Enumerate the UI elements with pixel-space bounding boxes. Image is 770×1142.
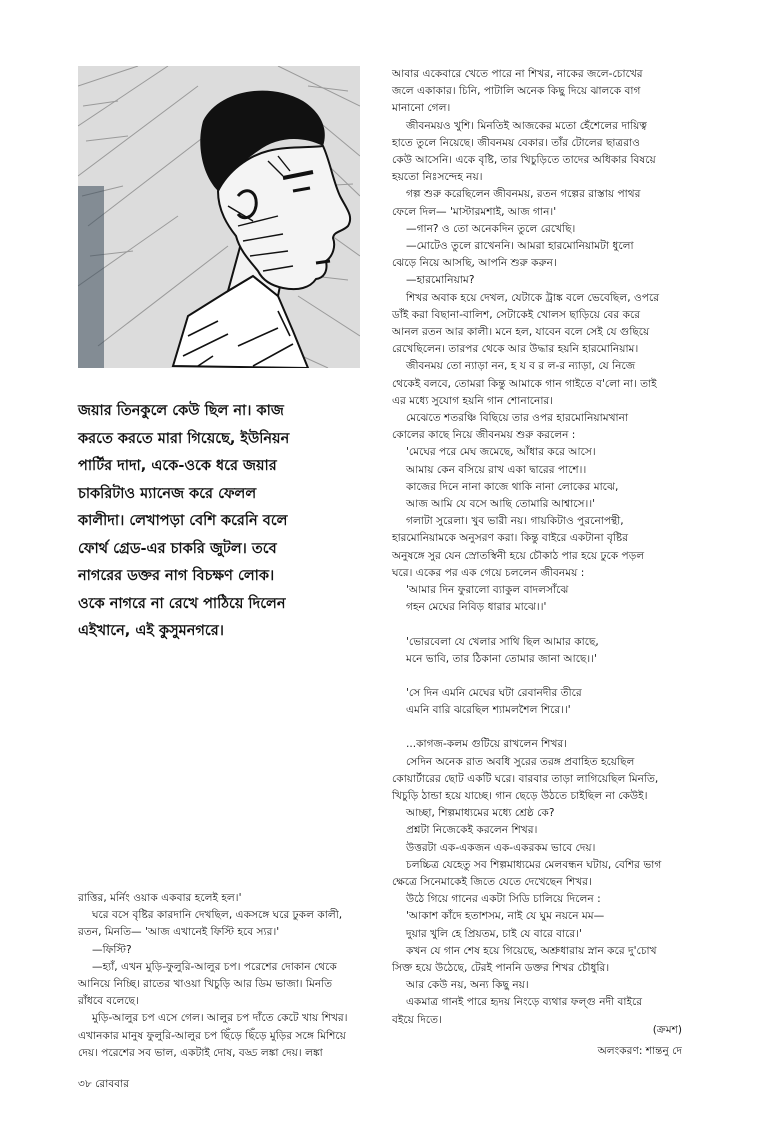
text-line: মানানো গেল। [392, 102, 451, 115]
text-line: চলচ্চিত্র যেহেতু সব শিল্পমাধ্যমের মেলবন্ধন ঘটায়, বেশির ভাগ [406, 858, 662, 871]
text-line: দেয়। পরেশের সব ভাল, একটাই দোষ, বড্ড লঙ্কা দেয়। লঙ্কা [78, 1046, 323, 1059]
text-line: জলে একাকার। চিনি, পাটালি অনেক কিছু দিয়ে ঝালকে বাগ [392, 85, 641, 98]
song-line: 'আকাশ কাঁদে হতাশসম, নাই যে ঘুম নয়নে মম— [406, 910, 605, 923]
text-line: রতন, মিনতি— 'আজ এখানেই ফিস্টি হবে স্যর।' [78, 926, 280, 939]
left-text-column [78, 890, 374, 1062]
text-line: —হারমোনিয়াম? [406, 274, 475, 287]
pull-quote-line: এইখানে, এই কুসুমনগরে। [78, 623, 224, 639]
text-line: উঠে গিয়ে গানের একটা সিডি চালিয়ে দিলেন : [406, 893, 601, 906]
song-line: মনে ভাবি, তার ঠিকানা তোমার জানা আছে।।' [406, 652, 597, 665]
right-text-column [392, 66, 692, 1029]
text-line: খিচুড়ি ঠান্ডা হয়ে যাচ্ছে। গান ছেড়ে উঠতে চাইছিল না কেউই। [392, 789, 648, 802]
text-line: ফেলে দিল— 'মাস্টারমশাই, আজ গান।' [392, 205, 557, 218]
text-line: প্রশ্নটা নিজেকেই করলেন শিখর। [406, 824, 538, 837]
text-line: রাঁধবে বলেছে। [78, 995, 139, 1008]
text-line: মেঝেতে শতরঞ্চি বিছিয়ে তার ওপর হারমোনিয়ামখানা [406, 412, 629, 425]
text-line: হয়তো নিঃসন্দেহ নয়। [392, 171, 483, 184]
text-line: গলাটা সুরেলা। খুব ভারী নয়। গায়কিটাও পুরনোপন্থী, [406, 515, 624, 528]
text-line: উত্তরটা এক-একজন এক-একরকম ভাবে দেয়। [406, 841, 596, 854]
pull-quote-line: করতে করতে মারা গিয়েছে, ইউনিয়ন [78, 430, 290, 447]
text-line: থেকেই বলবে, তোমরা কিন্তু আমাকে গান গাইতে ব'লো না। তাই [392, 377, 657, 390]
song-line: গহন মেঘের নিবিড় ধারার মাঝে।।' [406, 601, 547, 614]
song-line: 'আমার দিন ফুরালো ব্যাকুল বাদলসাঁঝে [406, 584, 569, 597]
text-line: —ফিস্টি? [92, 943, 132, 956]
pull-quote [78, 398, 370, 646]
man-profile-illustration [78, 66, 360, 368]
text-line: রেখেছিলেন। তারপর থেকে আর উদ্ধার হয়নি হারমোনিয়াম। [392, 343, 639, 356]
text-line: হাতে তুলে নিয়েছে। জীবনময় বেকার। তাঁর টোলের ছাত্ররাও [392, 136, 640, 149]
continued-marker: (ক্রমশ) [652, 1024, 682, 1036]
text-line: সিক্ত হয়ে উঠেছে, টেরই পাননি ডক্তর শিখর চৌধুরি। [392, 961, 610, 974]
page-folio: ৩৮ রোববার [78, 1078, 130, 1090]
song-line: কাজের দিনে নানা কাজে থাকি নানা লোকের মাঝে, [406, 480, 619, 493]
text-line: জীবনময় তো ন্যাড়া নন, হ য ব র ল-র ন্যাড়া, যে নিজে [406, 360, 636, 373]
text-line: আচ্ছা, শিল্পমাধ্যমের মধ্যে শ্রেষ্ঠ কে? [406, 807, 555, 820]
song-line: 'সে দিন এমনি মেঘের ঘটা রেবানদীর তীরে [406, 686, 582, 699]
song-line: 'মেঘের পরে মেঘ জমেছে, আঁধার করে আসে। [406, 446, 596, 459]
text-line: ঘরে। একের পর এক গেয়ে চললেন জীবনময় : [392, 566, 585, 579]
text-line: আবার একেবারে খেতে পারে না শিখর, নাকের জলে-চোখের [392, 68, 643, 80]
text-line: শিখর অবাক হয়ে দেখল, যেটাকে ট্রাঙ্ক বলে ভেবেছিল, ওপরে [406, 291, 660, 304]
text-line: ডাঁই করা বিছানা-বালিশ, সেটাকেই খোলস ছাড়িয়ে বের করে [392, 308, 641, 321]
pull-quote-line: চাকরিটাও ম্যানেজ করে ফেলল [78, 485, 257, 502]
text-line: হারমোনিয়ামকে অনুসরণ করা। কিন্তু বাইরে একটানা বৃষ্টির [392, 532, 629, 545]
text-line: আর কেউ নয়, অন্য কিছু নয়। [406, 979, 529, 992]
text-line: অনুষঙ্গে সুর যেন স্রোতস্বিনী হয়ে চৌকাঠ পার হয়ে ঢুকে পড়ল [392, 549, 645, 562]
text-line: কখন যে গান শেষ হয়ে গিয়েছে, অশ্রুধারায় স্নান করে দু'চোখ [406, 944, 657, 957]
text-line: রাত্তির, মর্নিং ওয়াক একবার হলেই হল।' [78, 892, 242, 904]
text-line: ঝেড়ে নিয়ে আসছি, আপনি শুরু করুন। [392, 257, 557, 270]
pull-quote-line: ওকে নাগরে না রেখে পাঠিয়ে দিলেন [78, 595, 286, 612]
text-line: —গান? ও তো অনেকদিন তুলে রেখেছি। [406, 222, 576, 235]
text-line: ...কাগজ-কলম গুটিয়ে রাখলেন শিখর। [406, 738, 568, 751]
song-line: আমায় কেন বসিয়ে রাখ একা দ্বারের পাশে।। [406, 463, 587, 476]
mouth [316, 261, 330, 263]
text-line: গল্প শুরু করেছিলেন জীবনময়, রতন গল্পের রাস্তায় পাথর [406, 188, 641, 201]
text-line: কোলের কাছে নিয়ে জীবনময় শুরু করলেন : [392, 429, 576, 442]
text-line: জীবনময়ও খুশি। মিনতিই আজকের মতো হেঁশেলের দায়িত্ব [406, 119, 647, 132]
song-line: দুয়ার খুলি হে প্রিয়তম, চাই যে বারে বারে।' [406, 927, 582, 940]
text-line: কেউ আসেনি। একে বৃষ্টি, তার খিচুড়িতে তাদের অধিকার বিষয়ে [392, 154, 656, 167]
text-line: মুড়ি-আলুর চপ এসে গেল। আলুর চপ দাঁতে কেটে খায় শিখর। [92, 1012, 348, 1025]
text-line: আনল রতন আর কালী। মনে হল, যাবেন বলে সেই যে গুছিয়ে [392, 326, 650, 339]
text-line: সেদিন অনেক রাত অবধি সুরের তরঙ্গ প্রবাহিত হয়েছিল [406, 755, 635, 768]
text-line: ঘরে বসে বৃষ্টির কারদানি দেখছিল, একসঙ্গে ঘরে ঢুকল কালী, [92, 909, 343, 922]
pull-quote-line: ফোর্থ গ্রেড-এর চাকরি জুটল। তবে [78, 540, 277, 557]
text-line: একমাত্র গানই পারে হৃদয় নিংড়ে ব্যথার ফল্গু নদী বাইরে [406, 996, 643, 1009]
illustration [78, 66, 360, 368]
pull-quote-line: নাগরের ডক্তর নাগ বিচক্ষণ লোক। [78, 568, 275, 584]
pull-quote-line: কালীদা। লেখাপড়া বেশি করেনি বলে [78, 513, 288, 529]
text-line: এখানকার মানুষ ফুলুরি-আলুর চপ ছিঁড়ে ছিঁড়ে মুড়ির সঙ্গে মিশিয়ে [78, 1029, 346, 1042]
text-line: এর মধ্যে সুযোগ হয়নি গান শোনানোর। [392, 394, 554, 407]
text-line: আনিয়ে নিচ্ছি। রাতের খাওয়া খিচুড়ি আর ডিম ভাজা। মিনতি [78, 978, 333, 991]
pull-quote-line: পার্টির দাদা, একে-ওকে ধরে জয়ার [78, 458, 277, 474]
song-line: এমনি বারি ঝরেছিল শ্যামলশৈল শিরে।।' [406, 704, 571, 717]
text-line: —মোটেও তুলে রাখেননি। আমরা হারমোনিয়ামটা ধুলো [406, 240, 634, 253]
illustration-credit: অলংকরণ: শান্তনু দে [597, 1045, 682, 1057]
pull-quote-line: জয়ার তিনকুলে কেউ ছিল না। কাজ [78, 403, 284, 419]
window-frame-shade [78, 186, 104, 368]
text-line: কোয়ার্টারের ছোট একটি ঘরে। বারবার তাড়া লাগিয়েছিল মিনতি, [392, 772, 659, 785]
song-line: 'ভোরবেলা যে খেলার সাথি ছিল আমার কাছে, [406, 635, 599, 648]
text-line: ক্ষেত্রে সিনেমাকেই জিতে যেতে দেখেছেন শিখর। [392, 875, 592, 888]
song-line: আজ আমি যে বসে আছি তোমারি আশ্বাসে।।' [406, 498, 596, 511]
text-line: —হ্যাঁ, এখন মুড়ি-ফুলুরি-আলুর চপ। পরেশের দোকান থেকে [92, 960, 337, 973]
text-line: বইয়ে দিতে। [392, 1013, 442, 1026]
